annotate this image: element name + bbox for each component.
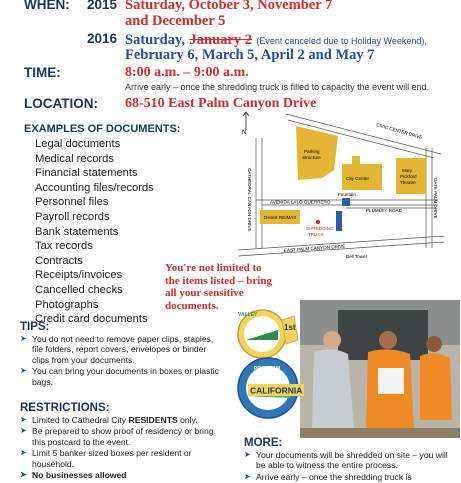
fountain-marker xyxy=(342,198,350,206)
arrow-bullet-icon: ➤ xyxy=(20,415,27,424)
arrow-bullet-icon: ➤ xyxy=(244,471,251,481)
restriction-item: ➤ Limited to Cathedral City RESIDENTS only. xyxy=(20,415,198,425)
north-arrow-icon xyxy=(243,112,249,130)
canceled-note: (Event canceled due to Holiday Weekend), xyxy=(256,36,427,46)
arrow-bullet-icon: ➤ xyxy=(244,450,251,459)
map-label: Theatre xyxy=(400,180,416,185)
badge-text: VALLEY xyxy=(238,312,258,318)
example-item: Financial statements xyxy=(35,167,138,180)
callout-line: the items listed – bring xyxy=(165,274,272,287)
examples-heading: EXAMPLES OF DOCUMENTS: xyxy=(24,123,181,135)
arrow-bullet-icon: ➤ xyxy=(20,426,27,436)
tip-item: ➤ You do not need to remove paper clips, staples, file folders, report covers, envelopes or binder clips from your documents. xyxy=(20,334,214,365)
location-value: 68-510 East Palm Canyon Drive xyxy=(125,96,317,111)
more-item: ➤ Your documents will be shredded on site – you will be able to witness the entire process. xyxy=(244,450,448,471)
map-label: TRUCK xyxy=(308,232,324,237)
street-label: DATE PALM DRIVE xyxy=(433,178,438,219)
map-label: Parking xyxy=(304,149,320,154)
example-item: Photographs xyxy=(35,298,99,311)
dates-2015-line1: Saturday, October 3, November 7 xyxy=(125,0,333,13)
location-map xyxy=(226,108,456,268)
street-label: PLUMLEY ROAD xyxy=(366,208,402,213)
badge-text: PROGRAM xyxy=(254,366,281,372)
street-label: AVENIDA LALO GUERRERO xyxy=(270,199,331,205)
example-item: Credit card documents xyxy=(35,313,148,326)
california-badge xyxy=(238,358,304,418)
map-label: Mary xyxy=(402,168,413,173)
map-label: Fountain xyxy=(338,192,356,197)
year-2016: 2016 xyxy=(87,31,118,46)
more-item: ➤ Arrive early – once the shredding truck is xyxy=(244,471,412,482)
saturday-label: Saturday, xyxy=(125,32,186,48)
street-label: CATHEDRAL CANYON DRIVE xyxy=(247,168,252,232)
north-label: N xyxy=(242,130,247,136)
when-label: WHEN: xyxy=(24,0,70,12)
map-label: Bell Tower xyxy=(346,254,368,259)
map-label: Structure xyxy=(302,155,321,160)
dates-2015-line2: and December 5 xyxy=(125,13,226,29)
valley-first-badge xyxy=(238,310,298,358)
map-label: City Center xyxy=(346,176,369,181)
example-item: Accounting files/records xyxy=(35,181,154,194)
example-item: Receipts/invoices xyxy=(35,269,123,282)
example-item: Medical records xyxy=(35,152,114,165)
street-label: CIVIC CENTER DRIVE xyxy=(375,122,423,141)
more-list xyxy=(244,450,458,483)
restriction-item: ➤ Be prepared to show proof of residency or bring this postcard to the event. xyxy=(20,426,214,447)
example-item: Cancelled checks xyxy=(35,283,123,296)
map-label: SHREDDING xyxy=(306,226,334,231)
time-value: 8:00 a.m. – 9:00 a.m. xyxy=(125,65,249,80)
example-item: Legal documents xyxy=(35,138,121,150)
badge-text: CALIFORNIA xyxy=(250,385,303,396)
example-item: Payroll records xyxy=(35,210,110,223)
canceled-date: January 2 xyxy=(189,32,252,48)
example-item: Tax records xyxy=(35,240,93,253)
arrow-bullet-icon: ➤ xyxy=(20,448,27,458)
tip-item: ➤ You can bring your documents in boxes or plastic bags. xyxy=(20,366,219,387)
badges-and-photo xyxy=(228,300,460,438)
examples-list xyxy=(35,137,154,327)
arrow-bullet-icon: ➤ xyxy=(20,470,27,480)
callout-line: You're not limited to xyxy=(165,262,262,274)
restrictions-heading: RESTRICTIONS: xyxy=(20,402,110,414)
restrictions-list xyxy=(20,415,225,481)
badge-text: 1st xyxy=(284,323,296,332)
restriction-item: ➤ Limit 5 banker sized boxes per resident or household. xyxy=(20,448,192,469)
tips-heading: TIPS: xyxy=(20,321,50,333)
callout-line: all your sensitive xyxy=(165,287,244,300)
example-item: Bank statements xyxy=(35,225,119,238)
tips-list xyxy=(20,334,225,388)
restriction-item: ➤ No businesses allowed xyxy=(20,470,127,481)
location-label: LOCATION: xyxy=(24,96,98,111)
example-item: Contracts xyxy=(35,254,83,267)
more-heading: MORE: xyxy=(244,437,283,449)
street-label: EAST PALM CANYON DRIVE xyxy=(283,243,346,253)
map-label: Pickford xyxy=(400,174,417,179)
dates-2016-line2: February 6, March 5, April 2 and May 7 xyxy=(125,47,375,63)
time-label: TIME: xyxy=(24,65,61,80)
arrow-bullet-icon: ➤ xyxy=(20,334,27,343)
example-item: Personnel files xyxy=(35,196,109,209)
truck-marker xyxy=(316,220,320,224)
map-label: Desert RE/MAX xyxy=(264,215,297,220)
year-2015: 2015 xyxy=(87,0,118,12)
arrow-bullet-icon: ➤ xyxy=(20,366,27,376)
callout-line: documents. xyxy=(165,299,219,312)
time-note: Arrive early – once the shredding truck is filled to capacity the event will end. xyxy=(125,82,430,92)
